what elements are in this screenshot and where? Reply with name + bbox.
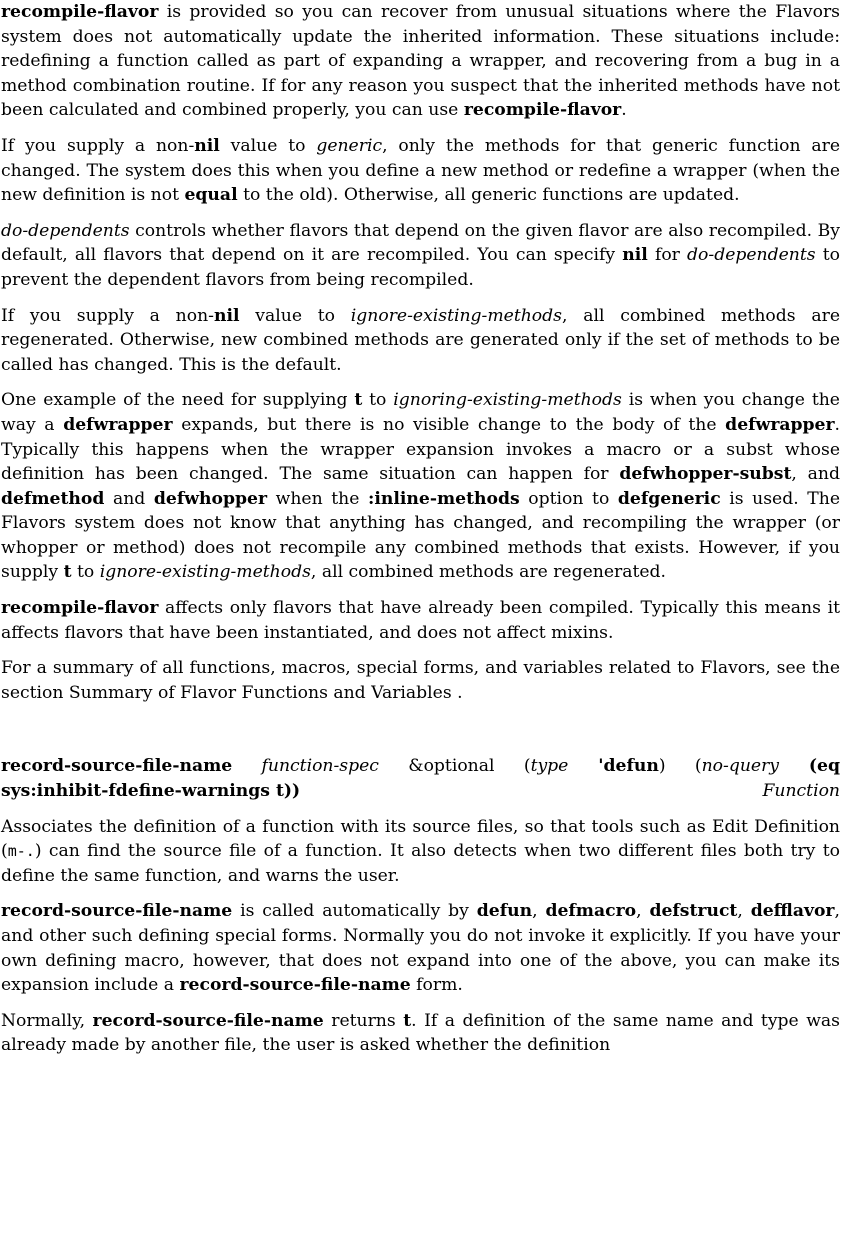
text: to <box>362 390 394 411</box>
text: when the <box>267 488 368 509</box>
term-inline-methods: :inline-methods <box>367 488 520 509</box>
text: , all combined methods are regenerated. Otherwise, new combined methods are generated only if the set of methods to be called has changed. This is the default. <box>1 305 841 375</box>
text: is used. The Flavors system does not know that anything has changed, and recompiling the wrapper (or whopper or method) does not recompile any combined methods that exists. However, if you supply <box>1 488 840 583</box>
text: is when you change the way a <box>1 390 840 435</box>
definition-kind-label: Function <box>762 781 840 802</box>
lambda-keyword-optional: &optional <box>408 756 495 777</box>
text: One example of the need for supplying <box>1 390 355 411</box>
term-t: t <box>354 390 363 411</box>
text: . <box>621 100 627 121</box>
text: affects only flavors that have already been compiled. Typically this means it affects flavors that have been instantiated, and does not affect mixins. <box>1 598 840 643</box>
term-nil: nil <box>213 305 240 326</box>
term-record-source-file-name: record-source-file-name <box>1 901 233 922</box>
term-defmacro: defmacro <box>545 901 637 922</box>
text: to the old). Otherwise, all generic functions are updated. <box>237 185 740 206</box>
term-defstruct: defstruct <box>649 901 738 922</box>
term-t: t <box>63 562 72 583</box>
paragraph-generic <box>1 134 840 208</box>
term-recompile-flavor: recompile-flavor <box>1 2 159 22</box>
term-nil: nil <box>194 135 220 156</box>
paragraph-affects-compiled <box>1 596 840 645</box>
text: , <box>636 901 650 922</box>
term-defmethod: defmethod <box>1 488 105 509</box>
arg-ignoring-existing-methods: ignoring-existing-methods <box>393 390 622 411</box>
arg-generic: generic <box>316 135 383 156</box>
text: For a summary of all functions, macros, special forms, and variables related to Flavors, see the section Summary of Flavor Functions and Variables . <box>1 658 840 703</box>
text: controls whether flavors that depend on the given flavor are also recompiled. By default, all flavors that depend on it are recompiled. You can specify <box>1 220 840 266</box>
text: If you supply a non- <box>1 305 214 326</box>
term-record-source-file-name: record-source-file-name <box>92 1010 324 1031</box>
text: Normally, <box>1 1010 93 1031</box>
term-recompile-flavor: recompile-flavor <box>463 100 622 121</box>
paragraph-returns <box>1 1009 840 1058</box>
text: value to <box>239 305 351 326</box>
function-definition-header <box>1 754 840 803</box>
text: , and other such defining special forms. Normally you do not invoke it explicitly. If you have your own defining macro, however, that does not expand into one of the above, you can make its expansion include a <box>1 901 840 996</box>
arg-no-query: no-query <box>701 756 780 777</box>
text: , <box>532 901 546 922</box>
text: . Typically this happens when the wrapper expansion invokes a macro or a subst whose definition has been changed. The same situation can happen for <box>1 414 841 485</box>
default-defun: 'defun <box>568 756 659 777</box>
text: ) <box>658 756 666 777</box>
text: is called automatically by <box>232 901 477 922</box>
function-signature-line-2 <box>1 779 840 804</box>
term-defwhopper: defwhopper <box>153 488 268 509</box>
text: to <box>71 562 100 583</box>
term-t: t <box>403 1010 412 1031</box>
term-recompile-flavor: recompile-flavor <box>1 598 159 619</box>
term-defwrapper: defwrapper <box>725 414 835 435</box>
default-inhibit-fdefine-warnings: sys:inhibit-fdefine-warnings t)) <box>1 781 301 802</box>
paragraph-called-automatically <box>1 899 840 997</box>
text: , <box>737 901 751 922</box>
text: . If a definition of the same name and type was already made by another file, the user is asked whether the definition <box>1 1010 840 1056</box>
text: for <box>647 245 688 266</box>
arg-do-dependents: do-dependents <box>687 245 816 266</box>
text: ( <box>523 756 531 777</box>
term-defwrapper: defwrapper <box>63 414 173 435</box>
text: , all combined methods are regenerated. <box>310 562 667 583</box>
function-name: record-source-file-name <box>1 756 233 777</box>
paragraph-associates <box>1 815 840 889</box>
term-equal: equal <box>184 185 238 206</box>
term-nil: nil <box>622 245 648 266</box>
text: ( <box>694 756 702 777</box>
paragraph-example <box>1 388 840 585</box>
section-gap <box>1 716 840 754</box>
arg-ignore-existing-methods: ignore-existing-methods <box>350 305 562 326</box>
text: option to <box>519 488 618 509</box>
arg-function-spec: function-spec <box>261 756 379 777</box>
paragraph-recompile-flavor-intro <box>1 0 840 123</box>
text: form. <box>410 975 463 996</box>
arg-type: type <box>530 756 569 777</box>
term-defgeneric: defgeneric <box>617 488 721 509</box>
text: Associates the definition of a function with its source files, so that tools such as Edit Definition ( <box>1 816 840 862</box>
arg-do-dependents: do-dependents <box>1 220 130 241</box>
paragraph-summary-reference <box>1 656 840 705</box>
text: , and <box>791 464 840 485</box>
paragraph-do-dependents <box>1 219 840 293</box>
text: ) can find the source file of a function. It also detects when two different files both try to define the same function, and warns the user. <box>1 841 840 886</box>
text: and <box>104 488 154 509</box>
text: to prevent the dependent flavors from being recompiled. <box>1 245 840 290</box>
term-defflavor: defflavor <box>750 901 835 922</box>
paragraph-ignore-existing-methods <box>1 304 840 378</box>
text: , only the methods for that generic function are changed. The system does this when you define a new method or redefine a wrapper (when the new definition is not <box>1 135 841 206</box>
term-defwhopper-subst: defwhopper-subst <box>619 464 792 485</box>
term-record-source-file-name: record-source-file-name <box>179 975 411 996</box>
text: expands, but there is no visible change to the body of the <box>172 414 726 435</box>
text: value to <box>219 135 317 156</box>
arg-ignore-existing-methods: ignore-existing-methods <box>99 562 311 583</box>
text: is provided so you can recover from unusual situations where the Flavors system does not automatically update the inherited information. These situations include: redefining a function called as part of expanding a wrapper, and recovering from a bug in a method combination routine. If for any reason you suspect that the inherited methods have not been calculated and combined properly, you can use <box>1 2 840 121</box>
text: returns <box>323 1010 404 1031</box>
text: If you supply a non- <box>1 135 195 156</box>
function-signature-line-1 <box>1 754 840 779</box>
term-defun: defun <box>476 901 533 922</box>
default-eq: (eq <box>779 756 840 777</box>
key-command: m-. <box>7 842 35 861</box>
